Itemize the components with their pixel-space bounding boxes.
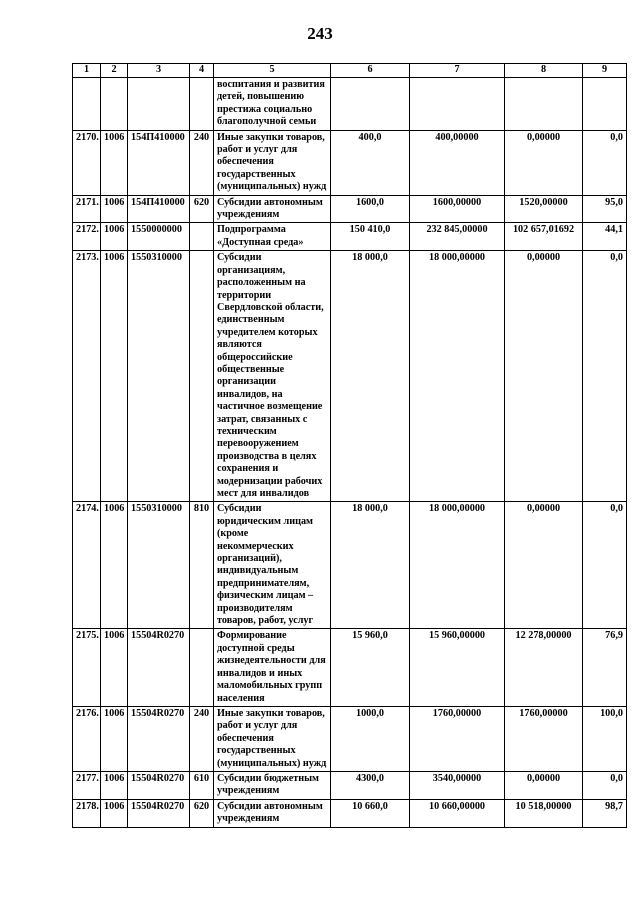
amount-col-8: 1520,00000 bbox=[505, 195, 583, 223]
amount-col-7: 15 960,00000 bbox=[410, 629, 505, 706]
section-code: 1006 bbox=[101, 629, 128, 706]
target-article-code: 1550000000 bbox=[128, 223, 190, 251]
row-number: 2175. bbox=[73, 629, 101, 706]
amount-col-8: 12 278,00000 bbox=[505, 629, 583, 706]
amount-col-6: 18 000,0 bbox=[331, 502, 410, 629]
col-header-4: 4 bbox=[190, 64, 214, 78]
percent-col-9: 76,9 bbox=[583, 629, 627, 706]
target-article-code: 15504R0270 bbox=[128, 771, 190, 799]
expense-type-code: 620 bbox=[190, 195, 214, 223]
table-row bbox=[73, 78, 627, 131]
row-number: 2170. bbox=[73, 130, 101, 195]
target-article-code: 15504R0270 bbox=[128, 706, 190, 771]
amount-col-7: 400,00000 bbox=[410, 130, 505, 195]
item-name: Подпрограмма «Доступная среда» bbox=[214, 223, 331, 251]
row-number: 2172. bbox=[73, 223, 101, 251]
amount-col-7: 18 000,00000 bbox=[410, 502, 505, 629]
section-code: 1006 bbox=[101, 130, 128, 195]
section-code: 1006 bbox=[101, 771, 128, 799]
amount-col-8: 0,00000 bbox=[505, 502, 583, 629]
amount-col-6: 15 960,0 bbox=[331, 629, 410, 706]
section-code: 1006 bbox=[101, 195, 128, 223]
target-article-code: 154П410000 bbox=[128, 195, 190, 223]
expense-type-code: 620 bbox=[190, 799, 214, 827]
amount-col-7: 18 000,00000 bbox=[410, 251, 505, 502]
amount-col-8: 0,00000 bbox=[505, 251, 583, 502]
percent-col-9: 95,0 bbox=[583, 195, 627, 223]
expense-type-code bbox=[190, 629, 214, 706]
item-name: Субсидии бюджетным учреждениям bbox=[214, 771, 331, 799]
amount-col-6: 18 000,0 bbox=[331, 251, 410, 502]
table-row bbox=[73, 251, 627, 502]
expense-type-code: 810 bbox=[190, 502, 214, 629]
col-header-6: 6 bbox=[331, 64, 410, 78]
expense-type-code bbox=[190, 78, 214, 131]
amount-col-6: 10 660,0 bbox=[331, 799, 410, 827]
target-article-code: 1550310000 bbox=[128, 502, 190, 629]
page-number: 243 bbox=[307, 24, 333, 43]
section-code: 1006 bbox=[101, 799, 128, 827]
col-header-3: 3 bbox=[128, 64, 190, 78]
percent-col-9: 0,0 bbox=[583, 130, 627, 195]
percent-col-9 bbox=[583, 78, 627, 131]
amount-col-6: 1600,0 bbox=[331, 195, 410, 223]
target-article-code: 15504R0270 bbox=[128, 799, 190, 827]
amount-col-7: 10 660,00000 bbox=[410, 799, 505, 827]
item-name: воспитания и развития детей, повышению престижа социально благополучной семьи bbox=[214, 78, 331, 131]
section-code: 1006 bbox=[101, 502, 128, 629]
col-header-9: 9 bbox=[583, 64, 627, 78]
row-number bbox=[73, 78, 101, 131]
amount-col-7: 232 845,00000 bbox=[410, 223, 505, 251]
target-article-code bbox=[128, 78, 190, 131]
row-number: 2176. bbox=[73, 706, 101, 771]
section-code: 1006 bbox=[101, 706, 128, 771]
table-row bbox=[73, 130, 627, 195]
table-body bbox=[73, 78, 627, 828]
section-code: 1006 bbox=[101, 251, 128, 502]
table-row bbox=[73, 502, 627, 629]
amount-col-6: 400,0 bbox=[331, 130, 410, 195]
amount-col-7 bbox=[410, 78, 505, 131]
amount-col-6: 150 410,0 bbox=[331, 223, 410, 251]
expense-type-code: 610 bbox=[190, 771, 214, 799]
item-name: Субсидии автономным учреждениям bbox=[214, 195, 331, 223]
col-header-2: 2 bbox=[101, 64, 128, 78]
amount-col-6: 4300,0 bbox=[331, 771, 410, 799]
col-header-8: 8 bbox=[505, 64, 583, 78]
row-number: 2173. bbox=[73, 251, 101, 502]
table-header-row bbox=[73, 64, 627, 78]
percent-col-9: 44,1 bbox=[583, 223, 627, 251]
target-article-code: 1550310000 bbox=[128, 251, 190, 502]
section-code bbox=[101, 78, 128, 131]
item-name: Иные закупки товаров, работ и услуг для обеспечения государственных (муниципальных) нужд bbox=[214, 706, 331, 771]
table-row bbox=[73, 706, 627, 771]
table-row bbox=[73, 195, 627, 223]
table-row bbox=[73, 799, 627, 827]
expense-type-code bbox=[190, 223, 214, 251]
expense-type-code: 240 bbox=[190, 706, 214, 771]
amount-col-7: 1600,00000 bbox=[410, 195, 505, 223]
amount-col-8: 0,00000 bbox=[505, 130, 583, 195]
amount-col-7: 1760,00000 bbox=[410, 706, 505, 771]
percent-col-9: 100,0 bbox=[583, 706, 627, 771]
table-row bbox=[73, 223, 627, 251]
item-name: Субсидии организациям, расположенным на территории Свердловской области, единственным учредителем которых являются общероссийские общественные организации инвалидов, на частичное возмещение затрат, связанных с техническим перевооружением производства в целях сохранения и модернизации рабочих мест для инвалидов bbox=[214, 251, 331, 502]
item-name: Формирование доступной среды жизнедеятельности для инвалидов и иных маломобильных групп населения bbox=[214, 629, 331, 706]
row-number: 2174. bbox=[73, 502, 101, 629]
amount-col-8: 1760,00000 bbox=[505, 706, 583, 771]
expense-type-code: 240 bbox=[190, 130, 214, 195]
col-header-7: 7 bbox=[410, 64, 505, 78]
row-number: 2178. bbox=[73, 799, 101, 827]
table-row bbox=[73, 629, 627, 706]
row-number: 2177. bbox=[73, 771, 101, 799]
amount-col-8 bbox=[505, 78, 583, 131]
amount-col-8: 0,00000 bbox=[505, 771, 583, 799]
target-article-code: 154П410000 bbox=[128, 130, 190, 195]
item-name: Субсидии юридическим лицам (кроме некоммерческих организаций), индивидуальным предпринимателям, физическим лицам – производителям товаров, работ, услуг bbox=[214, 502, 331, 629]
col-header-1: 1 bbox=[73, 64, 101, 78]
row-number: 2171. bbox=[73, 195, 101, 223]
amount-col-6 bbox=[331, 78, 410, 131]
amount-col-6: 1000,0 bbox=[331, 706, 410, 771]
percent-col-9: 0,0 bbox=[583, 502, 627, 629]
item-name: Иные закупки товаров, работ и услуг для обеспечения государственных (муниципальных) нужд bbox=[214, 130, 331, 195]
percent-col-9: 0,0 bbox=[583, 771, 627, 799]
section-code: 1006 bbox=[101, 223, 128, 251]
col-header-5: 5 bbox=[214, 64, 331, 78]
percent-col-9: 0,0 bbox=[583, 251, 627, 502]
amount-col-7: 3540,00000 bbox=[410, 771, 505, 799]
target-article-code: 15504R0270 bbox=[128, 629, 190, 706]
percent-col-9: 98,7 bbox=[583, 799, 627, 827]
expense-type-code bbox=[190, 251, 214, 502]
item-name: Субсидии автономным учреждениям bbox=[214, 799, 331, 827]
amount-col-8: 10 518,00000 bbox=[505, 799, 583, 827]
amount-col-8: 102 657,01692 bbox=[505, 223, 583, 251]
table-row bbox=[73, 771, 627, 799]
budget-table bbox=[72, 63, 627, 828]
